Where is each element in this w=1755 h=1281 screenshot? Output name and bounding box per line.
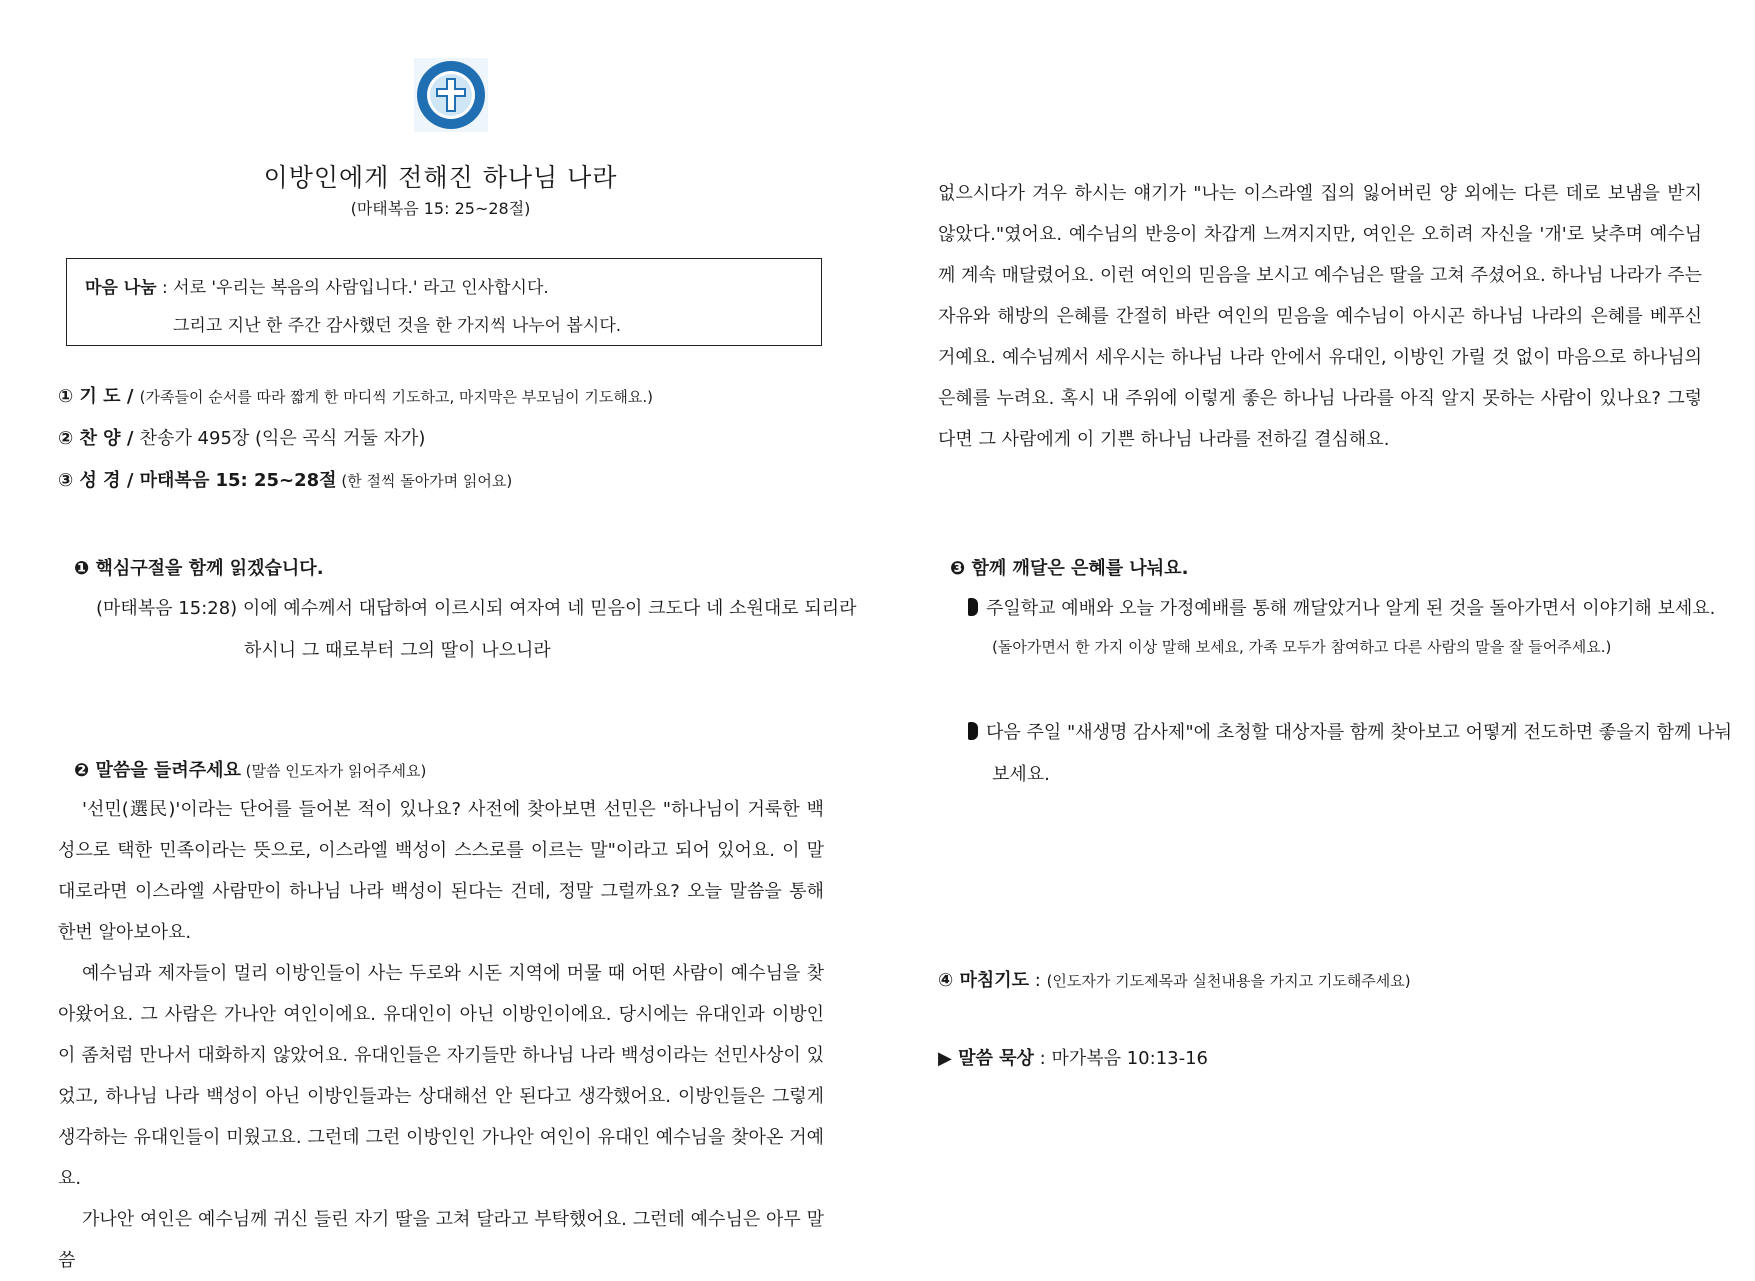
section3-item2 <box>968 718 1732 744</box>
order-scripture <box>58 466 512 492</box>
sermon-continuation <box>938 173 1702 460</box>
key-verse-line1: (마태복음 15:28) 이에 예수께서 대답하여 이르시되 여자여 네 믿음이 크도다 네 소원대로 되리라 <box>96 598 857 619</box>
heart-sharing-line2: 그리고 지난 한 주간 감사했던 것을 한 가지씩 나누어 봅시다. <box>173 316 622 336</box>
closing-prayer-label: ④ 마침기도 <box>938 970 1030 991</box>
section2-heading <box>74 756 426 782</box>
order-scripture-note: (한 절씩 돌아가며 읽어요) <box>336 472 513 490</box>
church-logo-icon <box>414 58 488 132</box>
section3-item1-text: 주일학교 예배와 오늘 가정예배를 통해 깨달았거나 알게 된 것을 돌아가면서 이야기해 보세요. <box>986 598 1716 619</box>
church-logo <box>414 58 488 132</box>
sermon-continuation-text: 없으시다가 겨우 하시는 얘기가 "나는 이스라엘 집의 잃어버린 양 외에는 다른 데로 보냄을 받지 않았다."였어요. 예수님의 반응이 차갑게 느껴지지만, 여인은 오히려 자신을 '개'로 낮추며 예수님께 계속 매달렸어요. 이런 여인의 믿음을 보시고 예수님은 딸을 고쳐 주셨어요. 하나님 나라가 주는 자유와 해방의 은혜를 간절히 바란 여인의 믿음을 예수님이 아시곤 하나님 나라의 은혜를 베푸신 거예요. 예수님께서 세우시는 하나님 나라 안에서 유대인, 이방인 가릴 것 없이 마음으로 하나님의 은혜를 누려요. 혹시 내 주위에 이렇게 좋은 하나님 나라를 아직 알지 못하는 사람이 있나요? 그렇다면 그 사람에게 이 기쁜 하나님 나라를 전하길 결심해요. <box>938 183 1702 450</box>
heart-sharing-line1 <box>85 273 549 298</box>
section1-heading: ❶ 핵심구절을 함께 읽겠습니다. <box>74 558 324 579</box>
order-prayer-label: ① 기 도 / <box>58 386 140 407</box>
order-scripture-label: ③ 성 경 / <box>58 470 140 491</box>
meditation-separator: : <box>1033 1048 1052 1069</box>
section3-item2-text: 다음 주일 "새생명 감사제"에 초청할 대상자를 함께 찾아보고 어떻게 전도하면 좋을지 함께 나눠 <box>986 722 1732 743</box>
meditation-text: 마가복음 10:13-16 <box>1051 1048 1208 1069</box>
section3-item2-line2: 보세요. <box>992 764 1050 785</box>
order-scripture-text: 마태복음 15: 25~28절 <box>139 470 337 491</box>
closing-prayer-note: (인도자가 기도제목과 실천내용을 가지고 기도해주세요) <box>1046 972 1411 990</box>
bullet-marker-icon <box>968 722 978 740</box>
section2-heading-note: (말씀 인도자가 읽어주세요) <box>240 762 427 780</box>
order-hymn <box>58 424 425 450</box>
closing-prayer-separator: : <box>1029 970 1047 991</box>
order-hymn-label: ② 찬 양 / <box>58 428 140 449</box>
key-verse-line2: 하시니 그 때로부터 그의 딸이 나으니라 <box>244 640 551 661</box>
sermon-paragraph-3: 가나안 여인은 예수님께 귀신 들린 자기 딸을 고쳐 달라고 부탁했어요. 그런데 예수님은 아무 말씀 <box>58 1209 824 1271</box>
heart-sharing-separator: : <box>156 278 174 298</box>
order-prayer <box>58 382 653 408</box>
order-prayer-note: (가족들이 순서를 따라 짧게 한 마디씩 기도하고, 마지막은 부모님이 기도해요.) <box>139 388 654 406</box>
heart-sharing-box <box>66 258 822 346</box>
heart-sharing-label: 마음 나눔 <box>85 278 157 298</box>
bullet-marker-icon <box>968 598 978 616</box>
meditation-label: ▶ 말씀 묵상 <box>938 1048 1034 1069</box>
sermon-paragraph-2: 예수님과 제자들이 멀리 이방인들이 사는 두로와 시돈 지역에 머물 때 어떤 사람이 예수님을 찾아왔어요. 그 사람은 가나안 여인이에요. 유대인이 아닌 이방인이에요. 당시에는 유대인과 이방인이 좀처럼 만나서 대화하지 않았어요. 유대인들은 자기들만 하나님 나라 백성이라는 선민사상이 있었고, 하나님 나라 백성이 아닌 이방인들과는 상대해선 안 된다고 생각했어요. 이방인들은 그렇게 생각하는 유대인들이 미웠고요. 그런데 그런 이방인인 가나안 여인이 유대인 예수님을 찾아온 거예요. <box>58 963 824 1189</box>
closing-prayer <box>938 966 1411 992</box>
sermon-paragraph-1: '선민(選民)'이라는 단어를 들어본 적이 있나요? 사전에 찾아보면 선민은 "하나님이 거룩한 백성으로 택한 민족이라는 뜻으로, 이스라엘 백성이 스스로를 이르는 말"이라고 되어 있어요. 이 말대로라면 이스라엘 사람만이 하나님 나라 백성이 된다는 건데, 정말 그럴까요? 오늘 말씀을 통해 한번 알아보아요. <box>58 799 824 943</box>
page-title: 이방인에게 전해진 하나님 나라 <box>263 163 618 192</box>
section3-heading: ❸ 함께 깨달은 은혜를 나눠요. <box>950 558 1189 579</box>
sermon-text <box>58 789 824 1281</box>
scripture-reference: (마태복음 15: 25~28절) <box>350 199 531 218</box>
order-hymn-text: 찬송가 495장 (익은 곡식 거둘 자가) <box>139 428 426 449</box>
word-meditation <box>938 1044 1208 1070</box>
section2-heading-text: ❷ 말씀을 들려주세요 <box>74 760 241 781</box>
heart-sharing-text1: 서로 '우리는 복음의 사람입니다.' 라고 인사합시다. <box>173 278 549 298</box>
section3-item1 <box>968 594 1715 620</box>
section3-item1-note: (돌아가면서 한 가지 이상 말해 보세요, 가족 모두가 참여하고 다른 사람의 말을 잘 들어주세요.) <box>992 638 1612 656</box>
